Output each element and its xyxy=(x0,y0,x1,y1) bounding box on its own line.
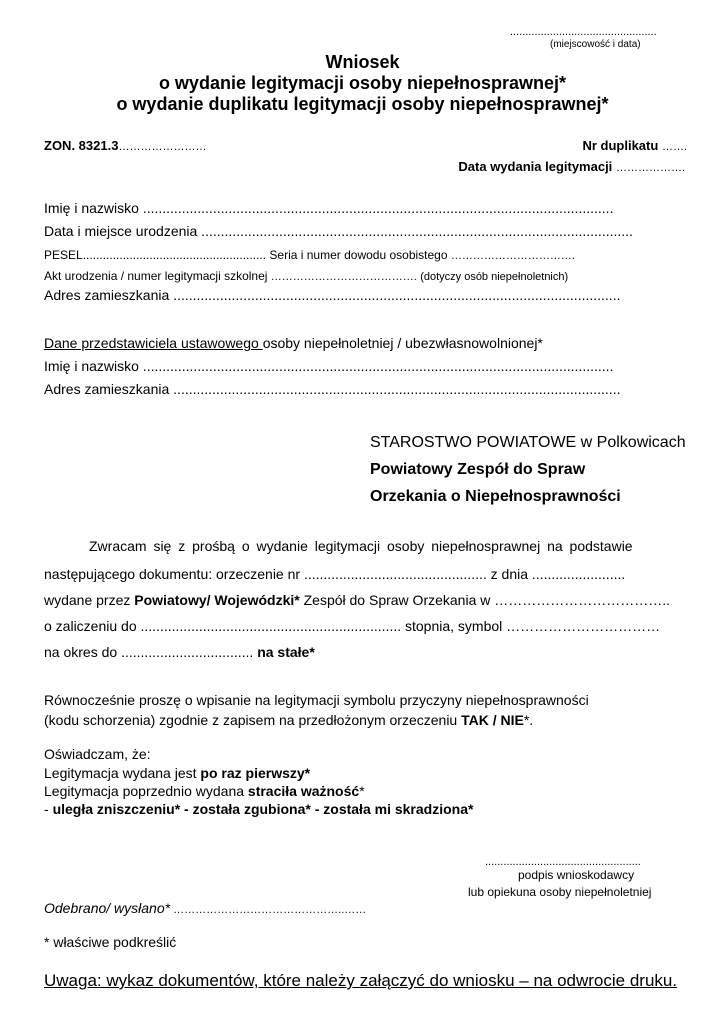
id-doc-label: Seria i numer dowodu osobistego xyxy=(269,248,448,262)
symbol-note-end: *. xyxy=(523,712,534,728)
applicant-pesel-row xyxy=(44,248,575,262)
zon-dots[interactable]: …………………… xyxy=(118,141,207,153)
team-location-field[interactable]: Zespół do Spraw Orzekania w ……………………………….. xyxy=(299,592,671,608)
issued-by-label: wydane przez xyxy=(44,592,135,608)
declaration-prev-text: Legitymacja poprzednio wydana xyxy=(44,783,248,799)
representative-heading-underlined: Dane przedstawiciela ustawowego xyxy=(44,335,263,351)
request-line-4[interactable]: o zaliczeniu do ................................................................... stopnia, symbol …………………………… xyxy=(44,618,661,634)
pesel-field[interactable]: PESEL....................................................... xyxy=(44,248,267,262)
representative-address-field[interactable]: Adres zamieszkania ................................................................................................................... xyxy=(44,381,621,397)
permanent-option: na stałe* xyxy=(257,644,315,660)
representative-heading xyxy=(44,335,543,351)
addressee-team: Powiatowy Zespół do Spraw xyxy=(370,461,586,478)
form-title-line-2: o wydanie legitymacji osoby niepełnosprawnej* xyxy=(158,73,567,93)
declaration-first-time xyxy=(44,765,310,781)
representative-heading-rest: osoby niepełnoletniej / ubezwłasnowolnionej* xyxy=(262,335,543,351)
declaration-lost xyxy=(44,801,473,817)
footnote: * właściwe podkreślić xyxy=(44,934,177,950)
first-time-option: po raz pierwszy* xyxy=(200,765,311,781)
received-label: Odebrano/ wysłano* xyxy=(44,900,171,916)
received-dots[interactable]: ………………………………………..…… xyxy=(170,904,367,916)
duplicate-label: Nr duplikatu xyxy=(582,138,659,153)
received-row xyxy=(44,900,366,916)
attachments-warning: Uwaga: wykaz dokumentów, które należy załączyć do wniosku – na odwrocie druku. xyxy=(44,971,678,990)
birth-cert-row xyxy=(44,269,568,283)
zon-label: ZON. 8321.3 xyxy=(44,138,119,153)
declaration-expired xyxy=(44,783,365,799)
yes-no-option: TAK / NIE xyxy=(461,712,524,728)
request-line-5[interactable] xyxy=(44,644,315,660)
applicant-name-field[interactable]: Imię i nazwisko ......................................................................................................................... xyxy=(44,200,614,216)
period-field[interactable]: na okres do .................................. xyxy=(44,644,258,660)
signature-dots[interactable]: ................................................... xyxy=(485,856,641,868)
signature-label-line-2: lub opiekuna osoby niepełnoletniej xyxy=(468,885,652,899)
issued-by-options: Powiatowy/ Wojewódzki* xyxy=(134,592,300,608)
expired-option: straciła ważność xyxy=(247,783,360,799)
applicant-address-field[interactable]: Adres zamieszkania ................................................................................................................... xyxy=(44,287,621,303)
birth-cert-label: Akt urodzenia / numer legitymacji szkolnej xyxy=(44,269,268,283)
signature-label: podpis wnioskodawcy xyxy=(518,868,635,882)
place-date-label: (miejscowość i data) xyxy=(550,39,641,50)
issue-date-label: Data wydania legitymacji xyxy=(458,159,613,174)
symbol-note-line-1: Równocześnie proszę o wpisanie na legitymacji symbolu przyczyny niepełnosprawności xyxy=(44,692,589,708)
addressee-office: STAROSTWO POWIATOWE w Polkowicach xyxy=(370,434,686,451)
birth-cert-note: (dotyczy osób niepełnoletnich) xyxy=(420,271,569,283)
symbol-note-text: (kodu schorzenia) zgodnie z zapisem na przedłożonym orzeczeniu xyxy=(44,712,462,728)
issue-date xyxy=(458,159,685,174)
declaration-heading: Oświadczam, że: xyxy=(44,746,151,762)
form-title: Wniosek xyxy=(325,52,400,72)
duplicate-number xyxy=(582,138,687,153)
issue-date-dots[interactable]: ………………. xyxy=(615,162,685,174)
declaration-first-text: Legitymacja wydana jest xyxy=(44,765,201,781)
expired-asterisk: * xyxy=(359,783,365,799)
request-line-2[interactable]: następującego dokumentu: orzeczenie nr ............................................... z dnia ........................ xyxy=(44,566,626,582)
representative-name-field[interactable]: Imię i nazwisko ......................................................................................................................... xyxy=(44,358,614,374)
addressee-team-line-2: Orzekania o Niepełnosprawności xyxy=(370,488,621,505)
request-line-3[interactable] xyxy=(44,592,670,608)
form-title-line-3: o wydanie duplikatu legitymacji osoby niepełnosprawnej* xyxy=(116,94,609,114)
lost-options: uległa zniszczeniu* - została zgubiona* - została mi skradziona* xyxy=(52,801,474,817)
declaration-dash: - xyxy=(44,801,53,817)
birth-cert-dots[interactable]: …………………………………. xyxy=(270,271,417,283)
zon-number xyxy=(44,138,206,153)
applicant-birth-field[interactable]: Data i miejsce urodzenia ............................................................................................................... xyxy=(44,223,633,239)
symbol-note-line-2 xyxy=(44,712,533,728)
place-date-dots[interactable]: ................................................ xyxy=(510,26,657,38)
id-doc-dots[interactable]: ……………………………. xyxy=(450,250,575,262)
request-line-1: Zwracam się z prośbą o wydanie legitymacji osoby niepełnosprawnej na podstawie xyxy=(89,538,633,554)
duplicate-dots[interactable]: ……. xyxy=(661,141,687,153)
